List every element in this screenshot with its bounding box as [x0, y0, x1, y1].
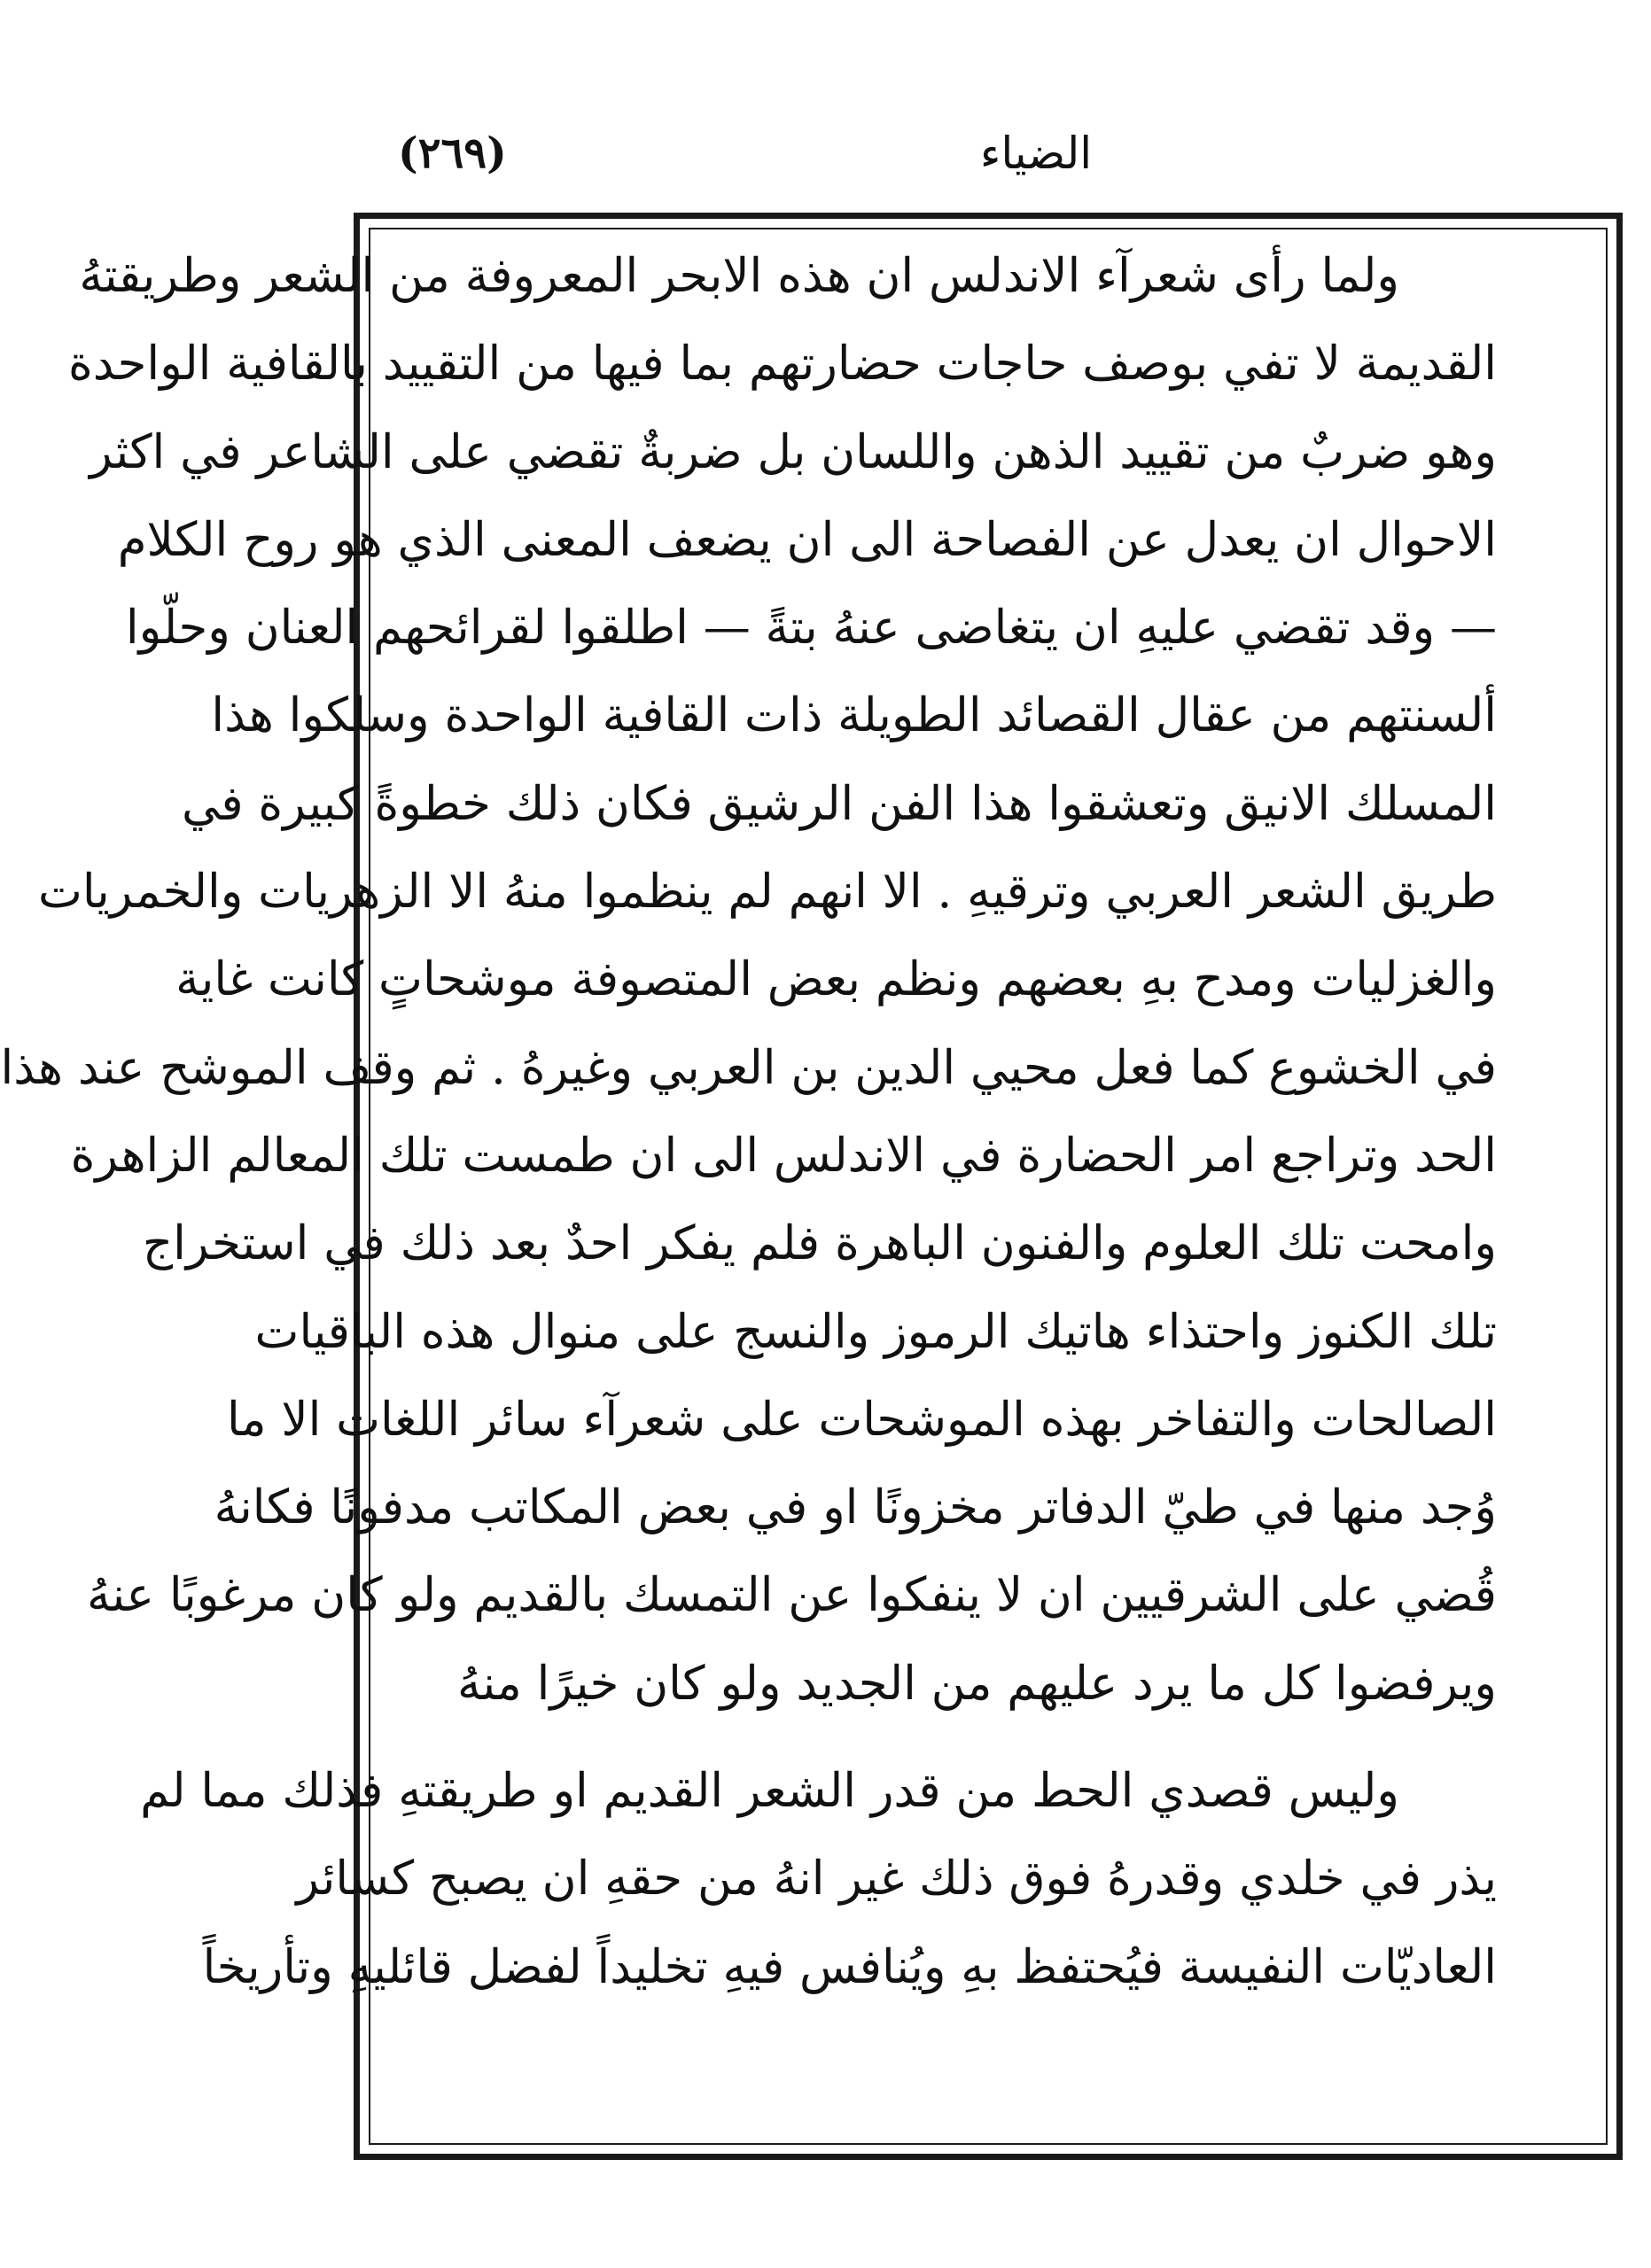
running-header	[398, 122, 1479, 184]
article-body	[0, 232, 1497, 2011]
text-line: وليس قصدي الحط من قدر الشعر القديم او طريقتهِ فذلك مما لم	[140, 1764, 1399, 1819]
text-line: وُجد منها في طيّ الدفاتر مخزونًا او في بعض المكاتب مدفونًا فكانهُ	[214, 1480, 1497, 1535]
text-line: القديمة لا تفي بوصف حاجات حضارتهم بما فيها من التقييد بالقافية الواحدة	[68, 337, 1497, 392]
text-line: والغزليات ومدح بهِ بعضهم ونظم بعض المتصوفة موشحاتٍ كانت غاية	[175, 952, 1497, 1007]
text-line: ويرفضوا كل ما يرد عليهم من الجديد ولو كان خيرًا منهُ	[457, 1656, 1497, 1711]
page-number: (٢٦٩)	[398, 128, 507, 178]
text-line: الحد وتراجع امر الحضارة في الاندلس الى ان طمست تلك المعالم الزاهرة	[70, 1128, 1497, 1183]
text-line: تلك الكنوز واحتذاء هاتيك الرموز والنسج على منوال هذه الباقيات	[254, 1304, 1497, 1359]
journal-title: الضياء	[979, 128, 1093, 179]
text-line: الصالحات والتفاخر بهذه الموشحات على شعرآء سائر اللغات الا ما	[226, 1392, 1497, 1447]
text-line: في الخشوع كما فعل محيي الدين بن العربي وغيرهُ . ثم وقف الموشح عند هذا	[0, 1040, 1497, 1095]
text-line: — وقد تقضي عليهِ ان يتغاضى عنهُ بتةً — اطلقوا لقرائحهم العنان وحلّوا	[125, 601, 1497, 656]
paragraph-gap	[398, 1728, 1497, 1747]
text-line: ولما رأى شعرآء الاندلس ان هذه الابحر المعروفة من الشعر وطريقتهُ	[79, 249, 1399, 303]
text-line: وهو ضربٌ من تقييد الذهن واللسان بل ضربةٌ تقضي على الشاعر في اكثر	[90, 424, 1497, 479]
text-line: قُضي على الشرقيين ان لا ينفكوا عن التمسك بالقديم ولو كان مرغوبًا عنهُ	[86, 1568, 1497, 1623]
text-line: طريق الشعر العربي وترقيهِ . الا انهم لم ينظموا منهُ الا الزهريات والخمريات	[37, 865, 1497, 920]
text-line: يذر في خلدي وقدرهُ فوق ذلك غير انهُ من حقهِ ان يصبح كسائر	[296, 1852, 1497, 1907]
text-line: المسلك الانيق وتعشقوا هذا الفن الرشيق فكان ذلك خطوةً كبيرة في	[182, 776, 1497, 831]
text-line: العاديّات النفيسة فيُحتفظ بهِ ويُنافس فيهِ تخليداً لفضل قائليهِ وتأريخاً	[202, 1939, 1497, 1994]
text-line: الاحوال ان يعدل عن الفصاحة الى ان يضعف المعنى الذي هو روح الكلام	[117, 512, 1497, 567]
text-line: ألسنتهم من عقال القصائد الطويلة ذات القافية الواحدة وسلكوا هذا	[211, 688, 1497, 743]
text-line: وامحت تلك العلوم والفنون الباهرة فلم يفكر احدٌ بعد ذلك في استخراج	[142, 1216, 1497, 1271]
paragraph	[0, 232, 1497, 1728]
paragraph	[140, 1747, 1497, 2011]
